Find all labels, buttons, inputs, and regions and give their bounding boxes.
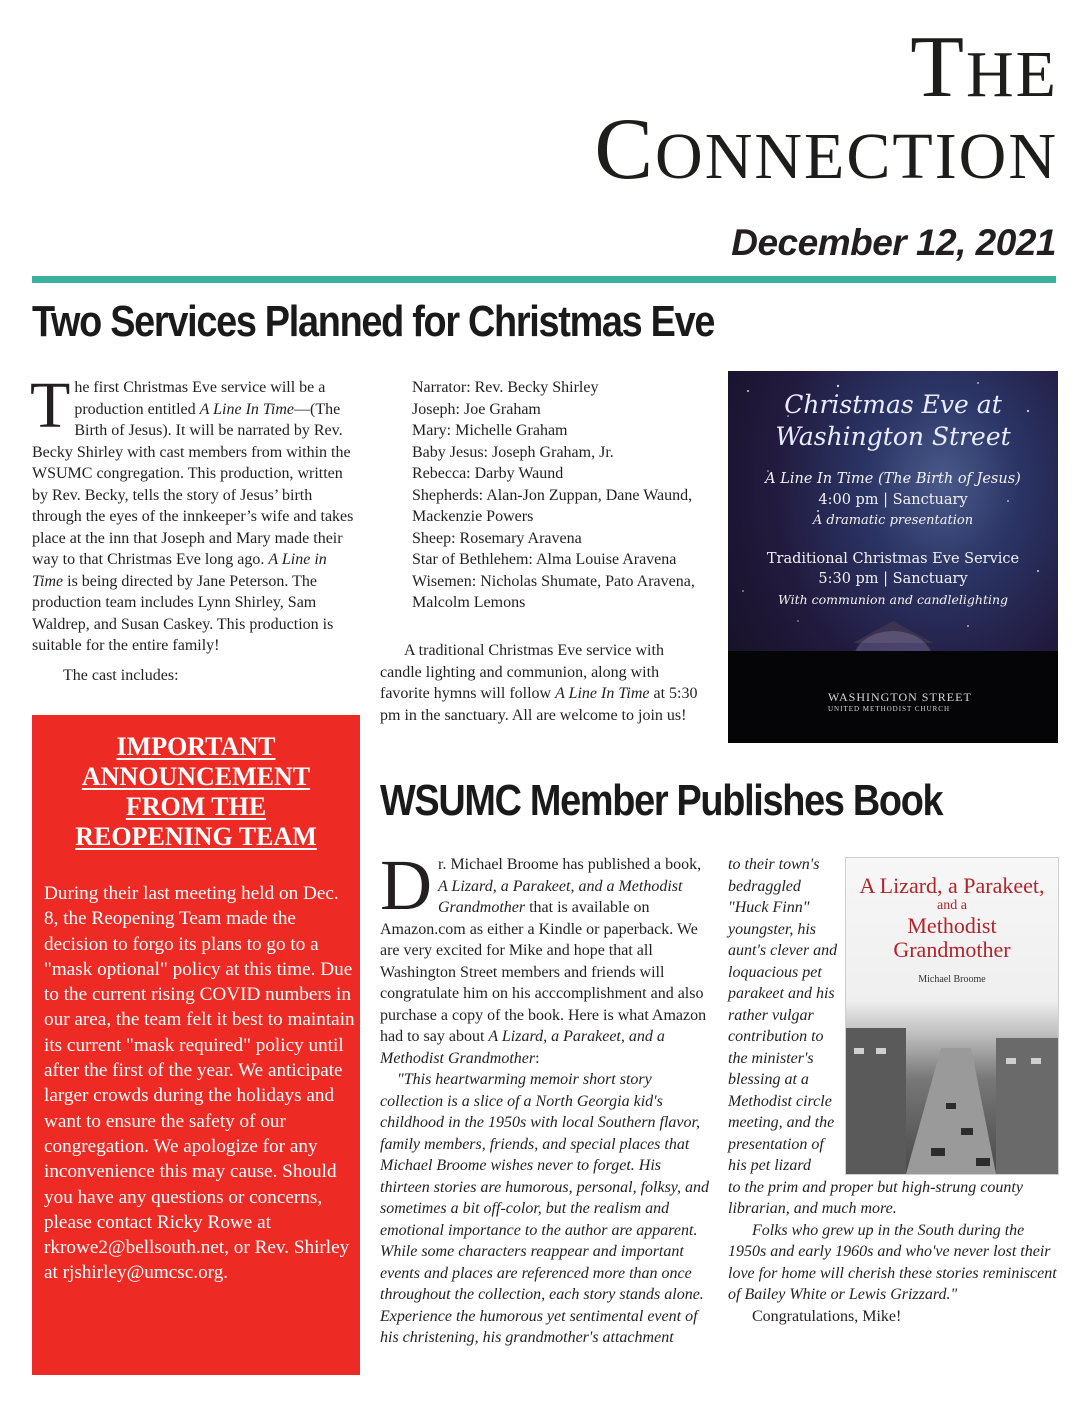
headline-book: WSUMC Member Publishes Book bbox=[380, 776, 943, 825]
poster-event2-time: 5:30 pm | Sanctuary bbox=[818, 571, 968, 587]
book-article-end bbox=[728, 1177, 1058, 1328]
poster-title-line1: Christmas Eve at bbox=[784, 390, 1002, 419]
dropcap: T bbox=[30, 369, 71, 442]
cast-item: Star of Bethlehem: Alma Louise Aravena bbox=[412, 551, 677, 568]
book-quote-continued: to their town's bedraggled "Huck Finn" youngster, his aunt's clever and loquacious pet parakeet and his rather vulgar contribution to the minister's blessing at a Methodist circle meeting, and the presentation of his pet lizard bbox=[728, 856, 838, 1174]
christmas-eve-poster bbox=[728, 371, 1058, 743]
traditional-service-paragraph: A traditional Christmas Eve service with candle lighting and communion, along with favorite hymns will follow A Line In Time at 5:30 pm in the sanctuary. All are welcome to join us! bbox=[380, 642, 698, 724]
book-cover-title-line: A Lizard, a Parakeet, bbox=[859, 873, 1045, 898]
issue-date: December 12, 2021 bbox=[731, 222, 1056, 263]
announcement-title-line: FROM THE bbox=[125, 792, 267, 821]
cast-item: Mary: Michelle Graham bbox=[412, 422, 568, 439]
cast-item: Narrator: Rev. Becky Shirley bbox=[412, 379, 599, 396]
book-quote: "This heartwarming memoir short story collection is a slice of a North Georgia kid's childhood in the 1950s with local Southern flavor, family members, friends, and special places that Michael Broome wishes never to forget. His thirteen stories are humorous, personal, folksy, and sometimes a bit off-color, but the realism and emotional importance to the author are apparent. While some characters reappear and important events and places are referenced more than once throughout the collection, each story stands alone. Experience the humorous yet sentimental event of his christening, his grandmother's attachment bbox=[380, 1071, 710, 1346]
book-cover-title-line: Grandmother bbox=[893, 937, 1011, 962]
book-para1: Dr. Michael Broome has published a book, A Lizard, a Parakeet, and a Methodist Grandmother that is available on Amazon.com as either a Kindle or paperback. We are very excited for Mike and hope that all Washington Street members and friends will congratulate him on his acccomplishment and also purchase a copy of the book. Here is what Amazon had to say about A Lizard, a Parakeet, and a Methodist Grandmother: bbox=[380, 845, 707, 1067]
poster-title-line2: Washington Street bbox=[775, 422, 1011, 451]
town-street-photo bbox=[846, 1008, 1058, 1174]
church-sub: UNITED METHODIST CHURCH bbox=[828, 705, 951, 713]
announcement-title-line: ANNOUNCEMENT bbox=[81, 762, 311, 791]
announcement-box bbox=[32, 715, 360, 1375]
poster-event1-time: 4:00 pm | Sanctuary bbox=[818, 492, 968, 508]
book-cover-title-line: Methodist bbox=[907, 913, 997, 938]
poster-event2-desc: With communion and candlelighting bbox=[777, 592, 1009, 607]
church-name: WASHINGTON STREET bbox=[828, 690, 972, 704]
book-quote-final: Folks who grew up in the South during the 1950s and early 1960s and who've never lost their love for home will cherish these stories reminiscent of Bailey White or Lewis Grizzard." bbox=[728, 1221, 1057, 1303]
masthead-the: THE bbox=[910, 19, 1058, 116]
poster-event1-desc: A dramatic presentation bbox=[812, 513, 974, 528]
masthead-connection: CONNECTION bbox=[594, 101, 1058, 198]
church-logo bbox=[828, 690, 972, 713]
book-cover-image bbox=[845, 857, 1059, 1175]
announcement-title-line: REOPENING TEAM bbox=[75, 822, 317, 851]
cast-item: Sheep: Rosemary Aravena bbox=[412, 529, 582, 547]
header-rule bbox=[32, 276, 1056, 283]
headline-christmas-eve: Two Services Planned for Christmas Eve bbox=[32, 297, 715, 346]
cast-item: Shepherds: Alan-Jon Zuppan, Dane Waund, Mackenzie Powers bbox=[412, 486, 693, 525]
cast-item: Wisemen: Nicholas Shumate, Pato Aravena, Malcolm Lemons bbox=[412, 572, 695, 611]
announcement-title bbox=[32, 732, 360, 852]
announcement-title-line: IMPORTANT bbox=[116, 732, 276, 761]
dropcap: D bbox=[380, 845, 432, 925]
poster-event1: A Line In Time (The Birth of Jesus) bbox=[765, 471, 1021, 487]
cast-list bbox=[412, 377, 708, 614]
announcement-body: During their last meeting held on Dec. 8, the Reopening Team made the decision to forgo its plans to go to a "mask optional" policy at this time. Due to the current rising COVID numbers in our area, the team felt it best to maintain its current "mask required" policy until after the first of the year. We anticipate larger crowds during the holidays and want to ensure the safety of our congregation. We apologize for any inconvenience this may cause. Should you have any questions or concerns, please contact Ricky Rowe at rkrowe2@bellsouth.net, or Rev. Shirley at rjshirley@umcsc.org. bbox=[44, 883, 355, 1284]
book-closing: Congratulations, Mike! bbox=[752, 1307, 902, 1325]
cast-item: Joseph: Joe Graham bbox=[412, 400, 541, 418]
book-article-left bbox=[380, 845, 710, 1349]
book-cover-title-line: and a bbox=[937, 898, 967, 913]
book-quote-end: to the prim and proper but high-strung county librarian, and much more. bbox=[728, 1178, 1023, 1217]
cast-intro: The cast includes: bbox=[63, 666, 179, 684]
article1-para1: The first Christmas Eve service will be a production entitled A Line In Time—(The Birth of Jesus). It will be narrated by Rev. Becky Shirley with cast members from within the WSUMC congregation. This production, written by Rev. Becky, tells the story of Jesus’ birth through the eyes of the innkeeper’s wife and takes place at the inn that Joseph and Mary made their way to that Christmas Eve long ago. A Line in Time is being directed by Jane Peterson. The production team includes Lynn Shirley, Sam Waldrep, and Susan Caskey. This production is suitable for the entire family! bbox=[30, 369, 354, 654]
cast-item: Rebecca: Darby Waund bbox=[412, 465, 564, 482]
cast-item: Baby Jesus: Joseph Graham, Jr. bbox=[412, 443, 614, 461]
article1-intro bbox=[30, 369, 360, 686]
poster-event2: Traditional Christmas Eve Service bbox=[766, 551, 1020, 567]
book-cover-author: Michael Broome bbox=[918, 974, 986, 985]
